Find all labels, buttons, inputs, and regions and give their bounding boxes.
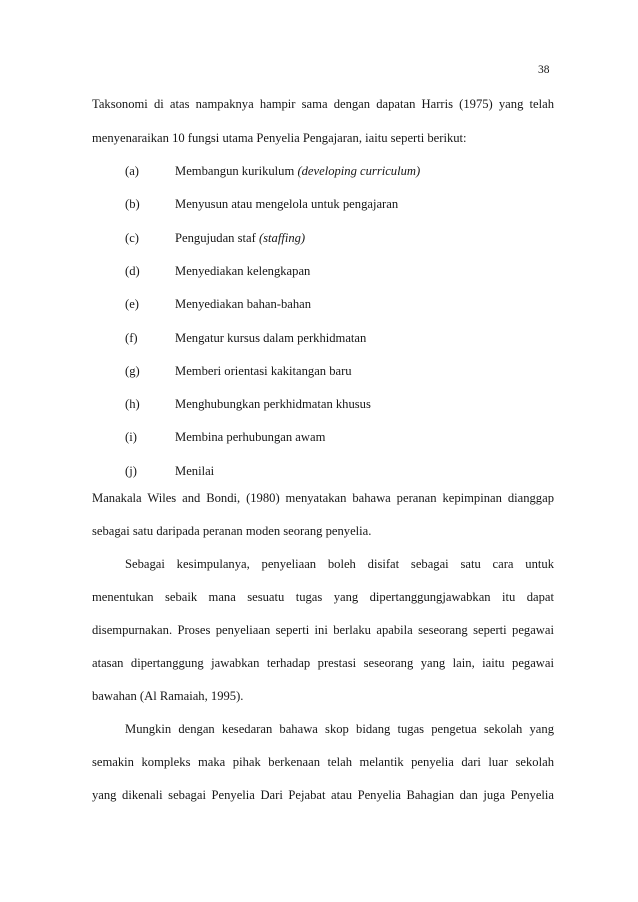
list-item-text: Menyediakan bahan-bahan [175,297,312,312]
list-item [175,430,325,445]
list-item [175,397,371,412]
list-item [175,197,398,212]
list-item-text: Membangun kurikulum [175,164,298,178]
list-item-marker: (f) [125,330,138,345]
list-item [175,297,311,312]
list-item-marker: (a) [125,164,139,178]
list-item-text: Menilai [175,463,215,478]
page-number: 38 [538,64,550,76]
list-item-italic-term: (staffing) [258,230,306,245]
list-item-text: Menyusun atau mengelola untuk pengajaran [175,197,399,212]
paragraph-3-line-1: Mungkin dengan kesedaran bahawa skop bidang tugas pengetua sekolah yang [125,722,554,736]
paragraph-3-line-2: semakin kompleks maka pihak berkenaan telah melantik penyelia dari luar sekolah [92,755,554,769]
paragraph-2-line-2: menentukan sebaik mana sesuatu tugas yang dipertanggungjawabkan itu dapat [92,590,554,604]
list-item-text: Mengatur kursus dalam perkhidmatan [175,330,367,345]
list-item-marker: (d) [125,263,140,278]
paragraph-2-line-4: atasan dipertanggung jawabkan terhadap prestasi seseorang yang lain, iaitu pegawai [92,656,554,670]
list-item-marker: (e) [125,297,139,312]
intro-line-2: menyenaraikan 10 fungsi utama Penyelia Pengajaran, iaitu seperti berikut: [92,131,467,145]
list-item-text: Menghubungkan perkhidmatan khusus [175,397,371,412]
paragraph-2-line-1: Sebagai kesimpulanya, penyeliaan boleh disifat sebagai satu cara untuk [125,557,554,571]
list-item-marker: (g) [125,363,140,378]
paragraph-2-line-3: disempurnakan. Proses penyeliaan seperti ini berlaku apabila seseorang seperti pegawai [92,623,554,637]
paragraph-3-line-3: yang dikenali sebagai Penyelia Dari Pejabat atau Penyelia Bahagian dan juga Penyelia [92,788,554,802]
list-item [175,264,310,279]
list-item-marker: (b) [125,197,140,212]
list-item-text: Pengujudan staf [175,230,259,245]
list-item-italic-term: (developing curriculum) [297,164,421,178]
list-item [175,231,305,246]
list-item-text: Membina perhubungan awam [175,430,326,445]
list-item-marker: (h) [125,397,140,412]
list-item-text: Memberi orientasi kakitangan baru [175,363,352,378]
paragraph-1-line-2: sebagai satu daripada peranan moden seorang penyelia. [92,524,372,538]
list-item-marker: (i) [125,430,137,445]
intro-line-1: Taksonomi di atas nampaknya hampir sama dengan dapatan Harris (1975) yang telah [92,97,554,111]
list-item [175,364,352,379]
list-item [175,464,214,479]
list-item-text: Menyediakan kelengkapan [175,263,311,278]
paragraph-2-line-5: bawahan (Al Ramaiah, 1995). [92,689,244,703]
list-item-marker: (c) [125,230,139,245]
list-item-marker: (j) [125,463,137,478]
list-item [175,331,366,346]
list-item [175,164,420,179]
paragraph-1-line-1: Manakala Wiles and Bondi, (1980) menyatakan bahawa peranan kepimpinan dianggap [92,491,554,505]
